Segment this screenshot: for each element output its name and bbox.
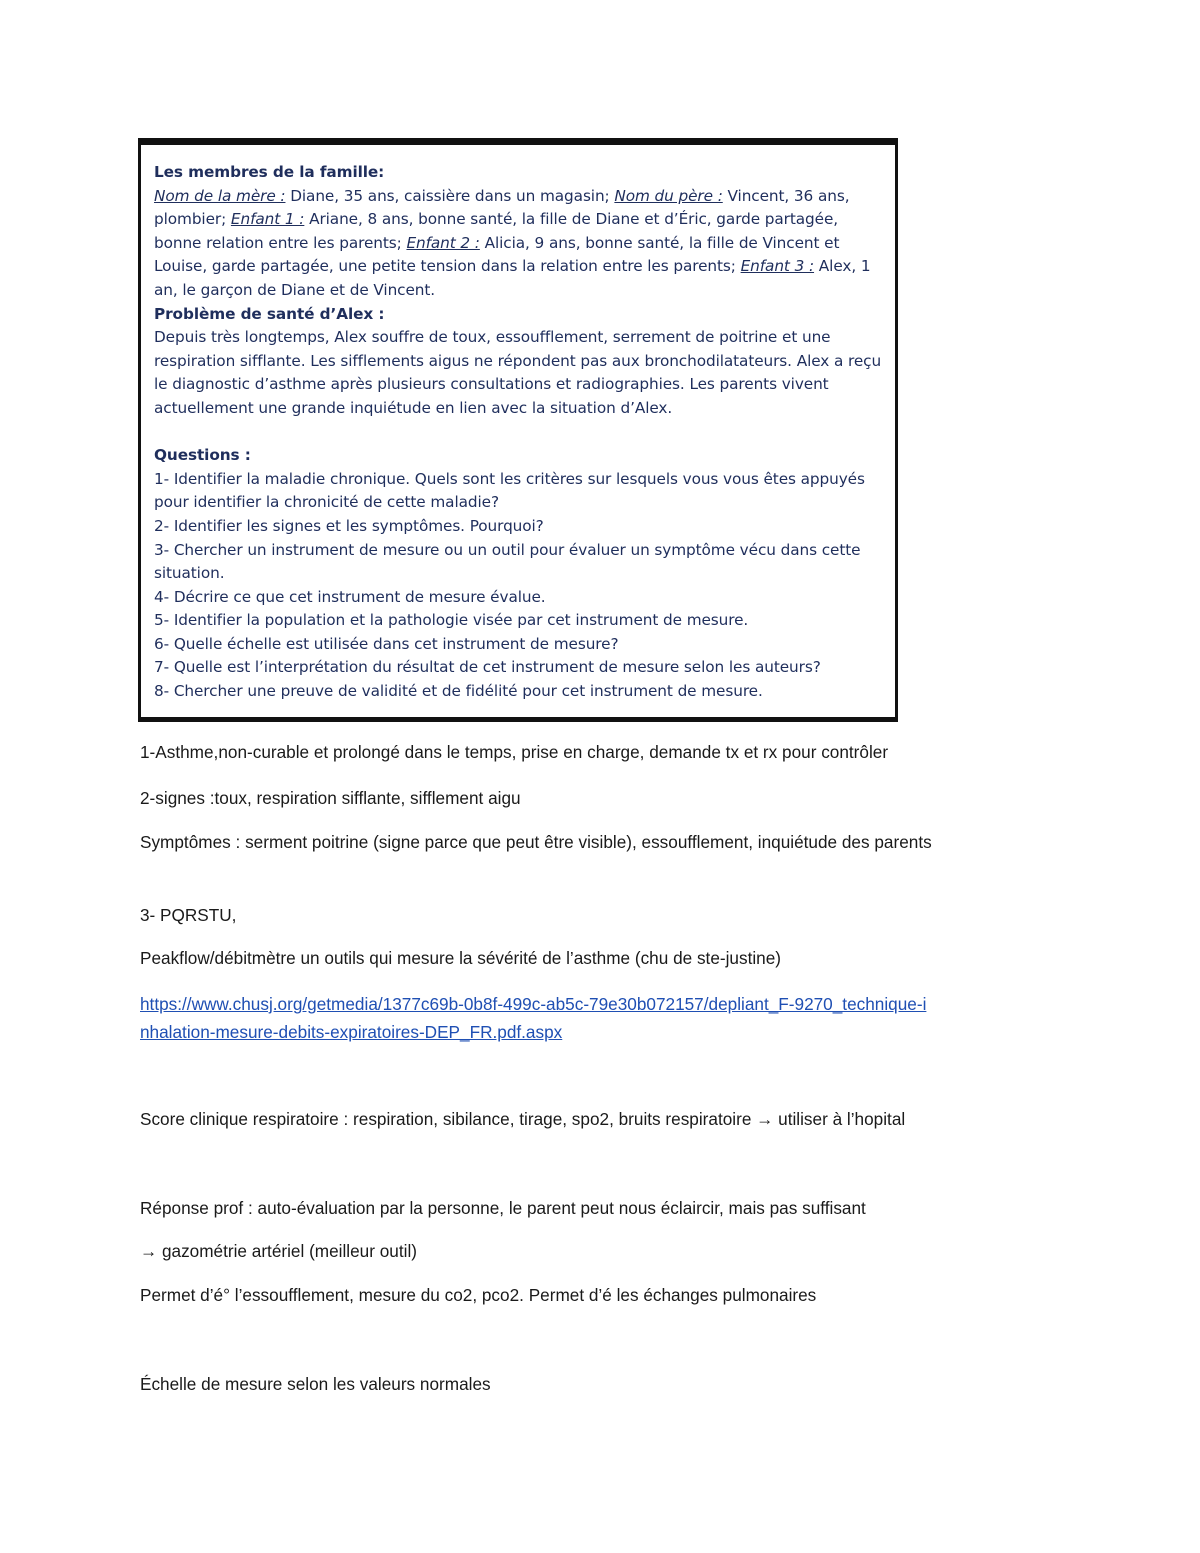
note-peakflow: Peakflow/débitmètre un outils qui mesure la sévérité de l’asthme (chu de ste-justine) [140,948,782,968]
reference-link[interactable]: https://www.chusj.org/getmedia/1377c69b-0b8f-499c-ab5c-79e30b072157/depliant_F-9270_technique-inhalation-mesure-debits-expiratoires-DEP_FR.pdf.aspx [140,994,927,1042]
question-item: 2- Identifier les signes et les symptômes. Pourquoi? [154,516,544,535]
questions-heading: Questions : [154,446,251,465]
case-study-image [138,138,898,722]
note-answer-3: 3- PQRSTU, [140,905,237,925]
note-symptoms: Symptômes : serment poitrine (signe parce que peut être visible), essoufflement, inquiétude des parents [140,832,932,852]
question-item: 8- Chercher une preuve de validité et de fidélité pour cet instrument de mesure. [154,682,763,701]
mother-text: Diane, 35 ans, caissière dans un magasin; [285,186,615,205]
father-label: Nom du père : [614,186,723,205]
note-scale: Échelle de mesure selon les valeurs normales [140,1374,491,1394]
question-item: 6- Quelle échelle est utilisée dans cet instrument de mesure? [154,634,619,653]
mother-label: Nom de la mère : [154,186,286,205]
family-heading: Les membres de la famille: [154,163,385,181]
question-item: 3- Chercher un instrument de mesure ou un outil pour évaluer un symptôme vécu dans cette situation. [154,540,861,583]
father-text: Vincent, 36 ans, plombier; [154,186,850,229]
note-signs: 2-signes :toux, respiration sifflante, sifflement aigu [140,788,521,808]
health-paragraph: Depuis très longtemps, Alex souffre de toux, essoufflement, serrement de poitrine et une respiration sifflante. Les sifflements aigus ne répondent pas aux bronchodilatateurs. Alex a reçu le diagnostic d’asthme après plusieurs consultations et radiographies. Les parents vivent actuellement une grande inquiétude en lien avec la situation d’Alex. [154,328,882,417]
note-answer-1: 1-Asthme,non-curable et prolongé dans le temps, prise en charge, demande tx et rx pour contrôler [140,742,889,762]
question-item: 4- Décrire ce que cet instrument de mesure évalue. [154,587,546,606]
question-item: 7- Quelle est l’interprétation du résultat de cet instrument de mesure selon les auteurs? [154,658,821,677]
spacer [154,421,883,445]
note-teacher-answer: Réponse prof : auto-évaluation par la personne, le parent peut nous éclaircir, mais pas suffisant [140,1198,866,1218]
child2-text: Alicia, 9 ans, bonne santé, la fille de Vincent et Louise, garde partagée, une petite tension dans la relation entre les parents; [154,233,840,276]
note-clinical-score: Score clinique respiratoire : respiration, sibilance, tirage, spo2, bruits respiratoire → utiliser à l’hopital [140,1109,906,1129]
child2-label: Enfant 2 : [406,233,480,252]
child1-label: Enfant 1 : [230,210,305,229]
child3-text: Alex, 1 an, le garçon de Diane et de Vincent. [154,257,871,299]
health-heading: Problème de santé d’Alex : [154,304,385,323]
note-gasometry: → gazométrie artériel (meilleur outil) [140,1241,417,1261]
note-permet: Permet d’é° l’essoufflement, mesure du co2, pco2. Permet d’é les échanges pulmonaires [140,1285,817,1305]
note-link-paragraph [140,990,930,1046]
child3-label: Enfant 3 : [740,257,815,276]
question-item: 5- Identifier la population et la pathologie visée par cet instrument de mesure. [154,611,749,630]
child1-text: Ariane, 8 ans, bonne santé, la fille de Diane et d’Éric, garde partagée, bonne relation entre les parents; [154,210,839,252]
question-item: 1- Identifier la maladie chronique. Quels sont les critères sur lesquels vous vous êtes appuyés pour identifier la chronicité de cette maladie? [154,469,865,512]
family-paragraph [154,185,883,303]
